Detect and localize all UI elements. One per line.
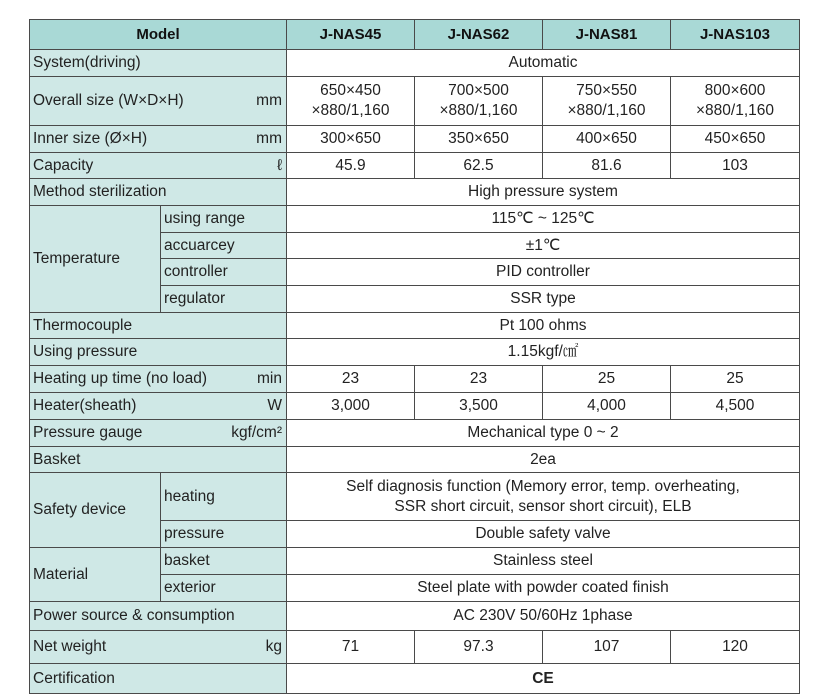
overall-size-label: Overall size (W×D×H)	[33, 92, 184, 109]
heating-time-unit: min	[257, 370, 282, 387]
row-capacity	[30, 153, 800, 179]
spec-table	[29, 19, 800, 694]
net-weight-j-nas103: 120	[671, 631, 800, 664]
safety-pressure-value: Double safety valve	[287, 521, 800, 548]
row-system	[30, 50, 800, 77]
temp-accuracy-label: accuarcey	[161, 233, 287, 259]
heater-j-nas81: 4,000	[543, 393, 671, 420]
safety-heating-line: Self diagnosis function (Memory error, temp. overheating,	[346, 477, 740, 495]
safety-heating-label: heating	[161, 473, 287, 521]
power-value: AC 230V 50/60Hz 1phase	[287, 602, 800, 631]
overall-size-j-nas62	[415, 77, 543, 126]
row-heater	[30, 393, 800, 420]
method-value: High pressure system	[287, 179, 800, 206]
using-pressure-value: 1.15kgf/㎠	[287, 339, 800, 366]
model-header: Model	[30, 20, 287, 50]
thermocouple-value: Pt 100 ohms	[287, 313, 800, 339]
temp-accuracy-value: ±1℃	[287, 233, 800, 259]
overall-size-j-nas45	[287, 77, 415, 126]
overall-size-j-nas103	[671, 77, 800, 126]
pressure-gauge-unit: kgf/cm²	[231, 424, 282, 441]
inner-size-j-nas62: 350×650	[415, 126, 543, 153]
capacity-label-cell	[30, 153, 287, 179]
overall-size-line: ×880/1,160	[439, 102, 518, 119]
net-weight-j-nas81: 107	[543, 631, 671, 664]
row-overall-size	[30, 77, 800, 126]
safety-heating-value	[287, 473, 800, 521]
heating-time-j-nas103: 25	[671, 366, 800, 393]
pressure-gauge-value: Mechanical type 0 ~ 2	[287, 420, 800, 447]
row-thermocouple	[30, 313, 800, 339]
heater-label: Heater(sheath)	[33, 397, 137, 414]
material-basket-label: basket	[161, 548, 287, 575]
overall-size-label-cell	[30, 77, 287, 126]
row-basket	[30, 447, 800, 473]
overall-size-line: ×880/1,160	[567, 102, 646, 119]
overall-size-line: ×880/1,160	[695, 102, 774, 119]
model-j-nas62: J-NAS62	[415, 20, 543, 50]
header-row	[30, 20, 800, 50]
model-j-nas81: J-NAS81	[543, 20, 671, 50]
material-exterior-value: Steel plate with powder coated finish	[287, 575, 800, 602]
row-net-weight	[30, 631, 800, 664]
capacity-unit: ℓ	[276, 156, 282, 174]
row-safety-heating	[30, 473, 800, 521]
inner-size-j-nas81: 400×650	[543, 126, 671, 153]
row-inner-size	[30, 126, 800, 153]
heater-unit: W	[267, 397, 282, 414]
temp-regulator-label: regulator	[161, 286, 287, 313]
heater-j-nas62: 3,500	[415, 393, 543, 420]
overall-size-line: ×880/1,160	[311, 102, 390, 119]
temp-controller-label: controller	[161, 259, 287, 286]
heater-j-nas45: 3,000	[287, 393, 415, 420]
capacity-j-nas103: 103	[671, 153, 800, 179]
overall-size-line: 800×600	[704, 82, 766, 99]
basket-value: 2ea	[287, 447, 800, 473]
heating-time-label-cell	[30, 366, 287, 393]
overall-size-j-nas81	[543, 77, 671, 126]
pressure-gauge-label: Pressure gauge	[33, 424, 143, 441]
material-label: Material	[30, 548, 161, 602]
material-basket-value: Stainless steel	[287, 548, 800, 575]
heating-time-label: Heating up time (no load)	[33, 370, 208, 387]
capacity-j-nas62: 62.5	[415, 153, 543, 179]
capacity-j-nas45: 45.9	[287, 153, 415, 179]
model-j-nas45: J-NAS45	[287, 20, 415, 50]
safety-heating-line: SSR short circuit, sensor short circuit), ELB	[394, 497, 692, 515]
capacity-j-nas81: 81.6	[543, 153, 671, 179]
row-using-pressure	[30, 339, 800, 366]
capacity-label: Capacity	[33, 156, 94, 174]
certification-value: CE	[287, 664, 800, 694]
inner-size-unit: mm	[256, 130, 282, 147]
heating-time-j-nas45: 23	[287, 366, 415, 393]
row-certification	[30, 664, 800, 694]
inner-size-j-nas103: 450×650	[671, 126, 800, 153]
inner-size-j-nas45: 300×650	[287, 126, 415, 153]
method-label: Method sterilization	[30, 179, 287, 206]
overall-size-line: 700×500	[448, 82, 509, 99]
certification-label: Certification	[30, 664, 287, 694]
overall-size-unit: mm	[256, 92, 282, 109]
temp-range-value: 115℃ ~ 125℃	[287, 206, 800, 233]
safety-device-label: Safety device	[30, 473, 161, 548]
overall-size-line: 750×550	[576, 82, 637, 99]
row-temperature-range	[30, 206, 800, 233]
material-exterior-label: exterior	[161, 575, 287, 602]
row-power	[30, 602, 800, 631]
temp-controller-value: PID controller	[287, 259, 800, 286]
system-value: Automatic	[287, 50, 800, 77]
system-label: System(driving)	[30, 50, 287, 77]
net-weight-unit: kg	[265, 638, 282, 655]
row-heating-time	[30, 366, 800, 393]
using-pressure-label: Using pressure	[30, 339, 287, 366]
temp-regulator-value: SSR type	[287, 286, 800, 313]
safety-pressure-label: pressure	[161, 521, 287, 548]
overall-size-line: 650×450	[320, 82, 381, 99]
heater-j-nas103: 4,500	[671, 393, 800, 420]
net-weight-j-nas62: 97.3	[415, 631, 543, 664]
temperature-label: Temperature	[30, 206, 161, 313]
net-weight-label-cell	[30, 631, 287, 664]
inner-size-label-cell	[30, 126, 287, 153]
row-method	[30, 179, 800, 206]
heater-label-cell	[30, 393, 287, 420]
model-j-nas103: J-NAS103	[671, 20, 800, 50]
temp-range-label: using range	[161, 206, 287, 233]
net-weight-j-nas45: 71	[287, 631, 415, 664]
row-material-basket	[30, 548, 800, 575]
inner-size-label: Inner size (Ø×H)	[33, 130, 148, 147]
heating-time-j-nas62: 23	[415, 366, 543, 393]
basket-label: Basket	[30, 447, 287, 473]
power-label: Power source & consumption	[30, 602, 287, 631]
pressure-gauge-label-cell	[30, 420, 287, 447]
net-weight-label: Net weight	[33, 638, 107, 655]
thermocouple-label: Thermocouple	[30, 313, 287, 339]
row-pressure-gauge	[30, 420, 800, 447]
heating-time-j-nas81: 25	[543, 366, 671, 393]
